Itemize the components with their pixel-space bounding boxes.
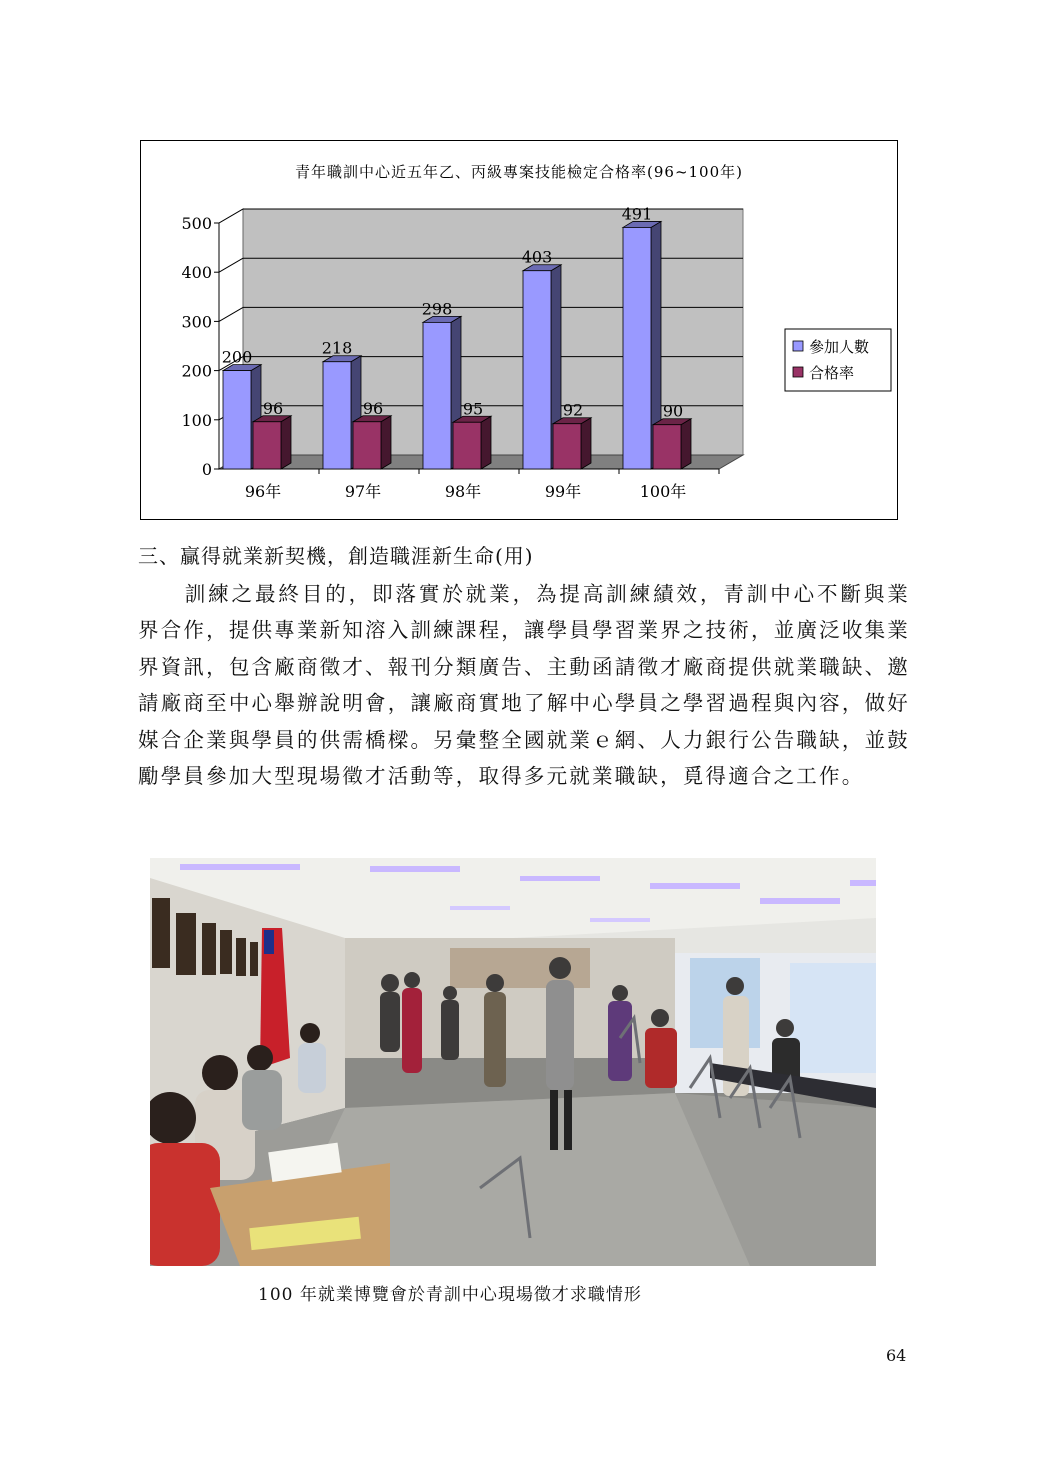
y-tick-label: 300 (181, 312, 212, 332)
legend-label: 合格率 (809, 364, 855, 382)
bar-side (481, 416, 491, 469)
bar-pass-rate (553, 424, 581, 469)
chart-frame (140, 140, 898, 520)
bar-side (281, 416, 291, 469)
bar-participants (323, 362, 351, 469)
data-label: 491 (621, 204, 653, 224)
y-tick-label: 400 (181, 263, 212, 283)
bar-participants (623, 227, 651, 469)
x-tick-label: 99年 (544, 482, 582, 501)
data-label: 298 (421, 299, 453, 319)
data-label: 96 (362, 398, 384, 418)
bar-pass-rate (253, 422, 281, 469)
bar-pass-rate (453, 422, 481, 469)
legend-label: 參加人數 (809, 338, 870, 356)
x-tick-label: 100年 (639, 482, 687, 501)
chart-title: 青年職訓中心近五年乙、丙級專案技能檢定合格率(96~100年) (295, 163, 743, 181)
data-label: 403 (521, 247, 553, 267)
bar-pass-rate (353, 422, 381, 469)
bar-chart (141, 141, 897, 519)
bar-side (581, 418, 591, 469)
page-number: 64 (886, 1346, 907, 1365)
y-tick-label: 0 (201, 460, 212, 479)
section-title: 三、贏得就業新契機，創造職涯新生命(用) (138, 544, 534, 568)
bar-participants (523, 271, 551, 469)
legend-swatch (793, 341, 803, 351)
data-label: 96 (262, 398, 284, 418)
y-tick-label: 200 (181, 361, 212, 381)
data-label: 95 (462, 399, 484, 419)
body-paragraph (138, 576, 910, 794)
photo-caption: 100 年就業博覽會於青訓中心現場徵才求職情形 (258, 1285, 642, 1305)
y-tick-label: 500 (181, 214, 212, 233)
data-label: 200 (221, 347, 253, 367)
body-paragraph-text: 訓練之最終目的，即落實於就業，為提高訓練績效，青訓中心不斷與業界合作，提供專業新知溶入訓練課程，讓學員學習業界之技術，並廣泛收集業界資訊，包含廠商徵才、報刊分類廣告、主動函請徵才廠商提供就業職缺、邀請廠商至中心舉辦說明會，讓廠商實地了解中心學員之學習過程與內容，做好媒合企業與學員的供需橋樑。另彙整全國就業ｅ網、人力銀行公告職缺，並鼓勵學員參加大型現場徵才活動等，取得多元就業職缺，覓得適合之工作。 (138, 582, 910, 789)
bar-pass-rate (653, 425, 681, 469)
data-label: 92 (562, 400, 584, 420)
legend-swatch (793, 367, 803, 377)
data-label: 90 (662, 401, 684, 421)
data-label: 218 (321, 338, 353, 358)
bar-participants (223, 371, 251, 469)
x-tick-label: 96年 (244, 482, 282, 501)
x-tick-label: 98年 (444, 482, 482, 501)
bar-participants (423, 322, 451, 469)
bar-side (681, 419, 691, 469)
job-fair-photo (150, 858, 876, 1266)
y-tick-label: 100 (181, 410, 212, 430)
x-tick-label: 97年 (344, 482, 382, 501)
bar-side (381, 416, 391, 469)
job-fair-photo-image (150, 858, 876, 1266)
